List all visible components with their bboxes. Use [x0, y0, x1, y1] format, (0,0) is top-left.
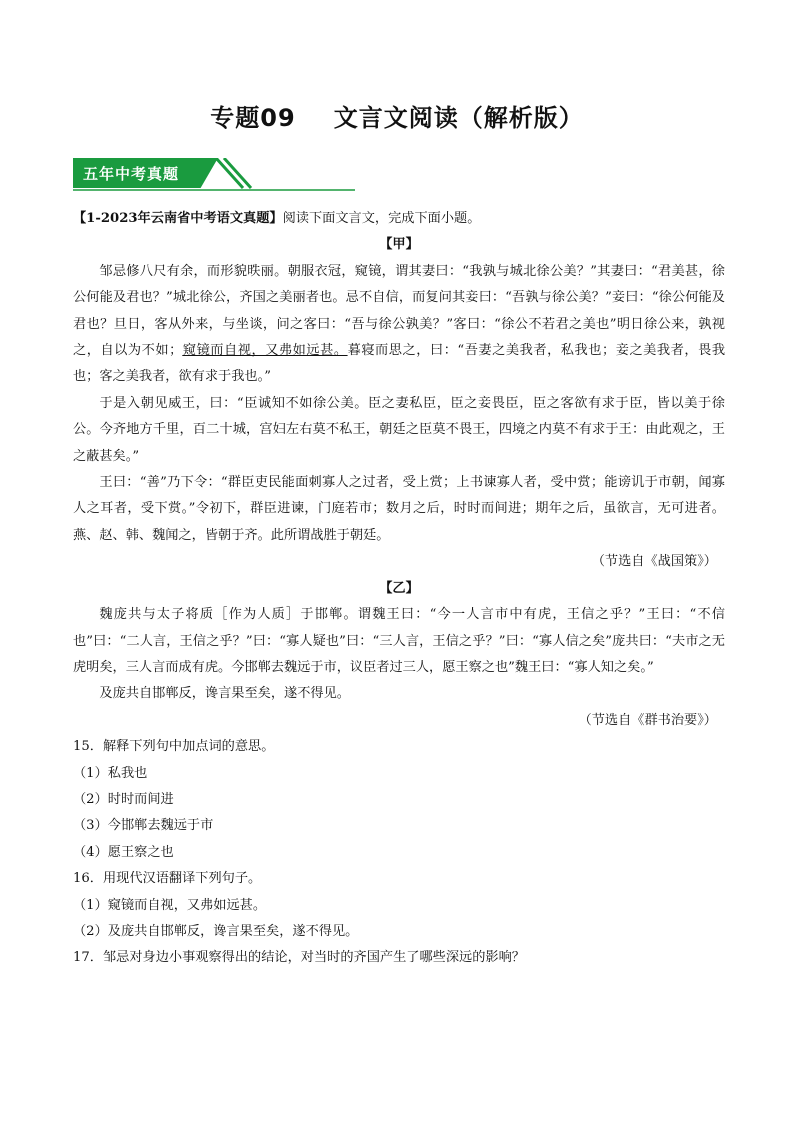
passage-a-paragraph-1: 邹忌修八尺有余，而形貌昳丽。朝服衣冠，窥镜，谓其妻曰：“我孰与城北徐公美？”其妻曰：“君美甚，徐公何能及君也？”城北徐公，齐国之美丽者也。忌不自信，而复问其妾曰：“吾孰与徐公美？”妾曰：“徐公何能及君也？旦日，客从外来，与坐谈，问之客曰：“吾与徐公孰美？”客曰：“徐公不若君之美也”明日徐公来，孰视之，自以为不如；窥镜而自视，又弗如远甚。暮寝而思之，曰：“吾妻之美我者，私我也；妾之美我者，畏我也；客之美我者，欲有求于我也。”	[73, 263, 726, 385]
question-line: （1）窥镜而自视，又弗如远甚。	[73, 897, 267, 913]
underlined-sentence: 窥镜而自视，又弗如远甚。	[182, 343, 348, 359]
question-line: （3）今邯郸去魏远于市	[73, 818, 214, 834]
title-part2: 文言文阅读（解析版）	[333, 104, 584, 132]
passage-b-heading: 【乙】	[379, 580, 419, 596]
passage-b-paragraph-2: 及庞共自邯郸反，谗言果至矣，遂不得见。	[99, 686, 350, 702]
question-line: 17．邹忌对身边小事观察得出的结论，对当时的齐国产生了哪些深远的影响？	[73, 950, 525, 966]
passage-a-heading: 【甲】	[379, 237, 419, 253]
title-part1: 专题09	[210, 104, 296, 132]
intro-text: 阅读下面文言文，完成下面小题。	[282, 211, 481, 226]
passage-b-source: （节选自《群书治要》）	[578, 712, 717, 728]
question-tag: 【1-2023年云南省中考语文真题】	[73, 211, 283, 226]
question-line: （2）及庞共自邯郸反，谗言果至矣，遂不得见。	[73, 923, 359, 939]
question-line: 15．解释下列句中加点词的意思。	[73, 739, 275, 755]
intro-line	[73, 206, 725, 232]
banner-label: 五年中考真题	[83, 165, 180, 183]
question-line: （1）私我也	[73, 765, 148, 781]
passage-b-paragraph-1: 魏庞共与太子将质［作为人质］于邯郸。谓魏王曰：“今一人言市中有虎，王信之乎？”王曰：“不信也”曰：“二人言，王信之乎？”曰：“寡人疑也”曰：“三人言，王信之乎？”曰：“寡人信之矣”庞共曰：“夫市之无虎明矣，三人言而成有虎。今邯郸去魏远于市，议臣者过三人，愿王察之也”魏王曰：“寡人知之矣。”	[73, 607, 725, 675]
question-line: 16．用现代汉语翻译下列句子。	[73, 871, 262, 887]
document-content	[73, 206, 725, 972]
page-title	[0, 98, 794, 133]
passage-a-paragraph-2: 于是入朝见威王，曰：“臣诚知不如徐公美。臣之妻私臣，臣之妾畏臣，臣之客欲有求于臣，皆以美于徐公。今齐地方千里，百二十城，宫妇左右莫不私王，朝廷之臣莫不畏王，四境之内莫不有求于王：由此观之，王之蔽甚矣。”	[73, 395, 725, 464]
passage-a-source: （节选自《战国策》）	[591, 554, 717, 570]
section-banner	[73, 158, 355, 192]
question-line: （4）愿王察之也	[73, 844, 174, 860]
passage-a-paragraph-3: 王曰：“善”乃下令：“群臣吏民能面刺寡人之过者，受上赏；上书谏寡人者，受中赏；能谤讥于市朝，闻寡人之耳者，受下赏。”令初下，群臣进谏，门庭若市；数月之后，时时而间进；期年之后，虽欲言，无可进者。燕、赵、韩、魏闻之，皆朝于齐。此所谓战胜于朝廷。	[73, 475, 725, 543]
question-line: （2）时时而间进	[73, 791, 174, 807]
